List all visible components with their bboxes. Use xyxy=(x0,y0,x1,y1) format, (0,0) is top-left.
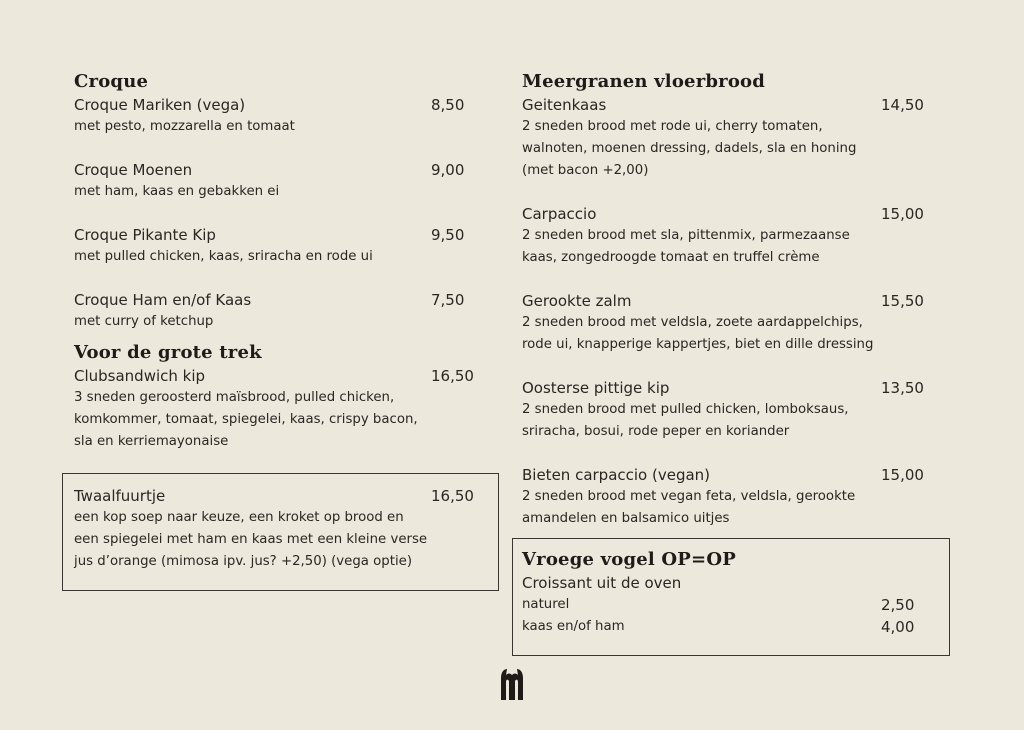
menu-item xyxy=(74,94,474,138)
item-description-line: 2 sneden brood met pulled chicken, lomboksaus, xyxy=(522,402,849,417)
vroege-vogel-box xyxy=(512,538,950,656)
item-description: met ham, kaas en gebakken ei xyxy=(74,184,280,199)
menu-item xyxy=(74,289,474,333)
item-name: Bieten carpaccio (vegan) xyxy=(522,466,711,484)
option-price: 2,50 xyxy=(881,596,915,614)
section-title-croque: Croque xyxy=(74,71,149,92)
item-name: Croque Pikante Kip xyxy=(74,226,216,244)
item-name: Clubsandwich kip xyxy=(74,367,206,385)
item-price: 9,50 xyxy=(431,226,465,244)
menu-item xyxy=(522,203,924,269)
item-name: Oosterse pittige kip xyxy=(522,379,670,397)
option-row xyxy=(522,594,926,616)
item-description-line: 2 sneden brood met sla, pittenmix, parmezaanse xyxy=(522,228,850,243)
item-description-line: 3 sneden geroosterd maïsbrood, pulled chicken, xyxy=(74,390,395,405)
menu-item xyxy=(74,224,474,268)
vroege-vogel-subtitle: Croissant uit de oven xyxy=(522,574,682,592)
item-price: 8,50 xyxy=(431,96,465,114)
item-name: Geitenkaas xyxy=(522,96,607,114)
menu-item xyxy=(74,485,474,573)
left-column xyxy=(74,70,474,453)
menu-item xyxy=(522,290,924,356)
item-price: 9,00 xyxy=(431,161,465,179)
item-description: met pesto, mozzarella en tomaat xyxy=(74,119,295,134)
item-description-line: sla en kerriemayonaise xyxy=(74,434,229,449)
item-description-line: walnoten, moenen dressing, dadels, sla en honing xyxy=(522,141,857,156)
item-description-line: kaas, zongedroogde tomaat en truffel crème xyxy=(522,250,820,265)
item-description-line: 2 sneden brood met rode ui, cherry tomaten, xyxy=(522,119,823,134)
option-price: 4,00 xyxy=(881,618,915,636)
item-name: Croque Ham en/of Kaas xyxy=(74,291,252,309)
item-description-line: een spiegelei met ham en kaas met een kleine verse xyxy=(74,532,428,547)
item-description-line: jus d’orange (mimosa ipv. jus? +2,50) (vega optie) xyxy=(74,554,413,569)
section-title-vroege-vogel: Vroege vogel OP=OP xyxy=(522,549,736,570)
item-price: 7,50 xyxy=(431,291,465,309)
section-title-grote-trek: Voor de grote trek xyxy=(74,342,262,363)
option-name: kaas en/of ham xyxy=(522,619,625,634)
item-price: 14,50 xyxy=(881,96,924,114)
item-name: Croque Mariken (vega) xyxy=(74,96,246,114)
item-name: Croque Moenen xyxy=(74,161,193,179)
moenen-logo-icon xyxy=(498,666,526,702)
item-description: met pulled chicken, kaas, sriracha en rode ui xyxy=(74,249,373,264)
twaalfuurtje-box xyxy=(62,473,499,591)
menu-item xyxy=(522,377,924,443)
item-description: met curry of ketchup xyxy=(74,314,214,329)
item-name: Carpaccio xyxy=(522,205,597,223)
item-price: 15,50 xyxy=(881,292,924,310)
right-column xyxy=(522,70,924,530)
item-description-line: 2 sneden brood met vegan feta, veldsla, gerookte xyxy=(522,489,856,504)
item-name: Gerookte zalm xyxy=(522,292,632,310)
item-description-line: (met bacon +2,00) xyxy=(522,163,649,178)
item-description-line: amandelen en balsamico uitjes xyxy=(522,511,730,526)
menu-item xyxy=(74,159,474,203)
item-price: 15,00 xyxy=(881,205,924,223)
item-name: Twaalfuurtje xyxy=(74,487,166,505)
option-row xyxy=(522,616,926,638)
option-name: naturel xyxy=(522,597,570,612)
menu-item xyxy=(522,94,924,182)
item-description-line: rode ui, knapperige kappertjes, biet en dille dressing xyxy=(522,337,874,352)
item-price: 16,50 xyxy=(431,367,474,385)
menu-item xyxy=(74,365,474,453)
item-description-line: sriracha, bosui, rode peper en koriander xyxy=(522,424,790,439)
menu-item xyxy=(522,464,924,530)
item-description-line: komkommer, tomaat, spiegelei, kaas, crispy bacon, xyxy=(74,412,418,427)
item-price: 16,50 xyxy=(431,487,474,505)
item-price: 13,50 xyxy=(881,379,924,397)
section-title-meergranen: Meergranen vloerbrood xyxy=(522,71,766,92)
item-price: 15,00 xyxy=(881,466,924,484)
item-description-line: 2 sneden brood met veldsla, zoete aardappelchips, xyxy=(522,315,863,330)
item-description-line: een kop soep naar keuze, een kroket op brood en xyxy=(74,510,404,525)
